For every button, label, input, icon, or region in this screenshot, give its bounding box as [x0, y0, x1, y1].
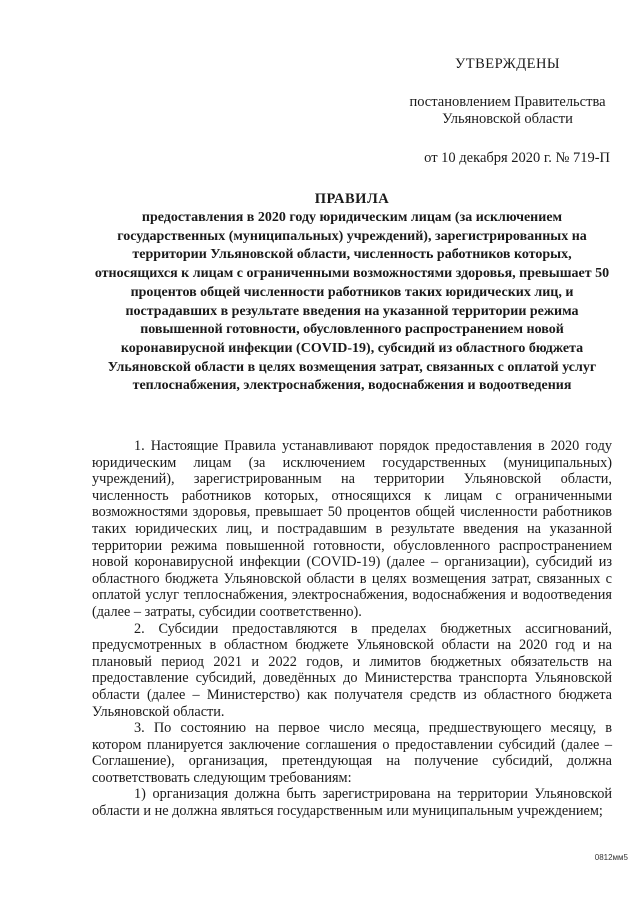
approval-block [400, 56, 615, 167]
document-subtitle: предоставления в 2020 году юридическим лицам (за исключением государственных (муниципальных) учреждений), зарегистрированных на территории Ульяновской области, численность работников которых, относящихся к лицам с ограниченными возможностями здоровья, превышает 50 процентов общей численности работников таких юридических лиц, и пострадавших в результате введения на указанной территории режима повышенной готовности, обусловленного распространением новой коронавирусной инфекции (COVID-19), субсидий из областного бюджета Ульяновской области в целях возмещения затрат, связанных с оплатой услуг теплоснабжения, электроснабжения, водоснабжения и водоотведения [94, 210, 610, 394]
document-title-block [92, 190, 612, 396]
decree-reference [400, 94, 615, 128]
decree-date-number: от 10 декабря 2020 г. № 719-П [424, 150, 610, 166]
document-body [92, 438, 612, 820]
document-code: 0812мм5 [594, 853, 628, 862]
decree-line-2: Ульяновской области [442, 111, 573, 127]
paragraph-3: 3. По состоянию на первое число месяца, предшествующего месяцу, в котором планируется заключение соглашения о предоставлении субсидий (далее – Соглашение), организация, претендующая на получение субсидий, должна соответствовать следующим требованиям: [92, 720, 612, 786]
approval-heading: УТВЕРЖДЕНЫ [455, 56, 561, 72]
paragraph-2: 2. Субсидии предоставляются в пределах бюджетных ассигнований, предусмотренных в областном бюджете Ульяновской области на 2020 год и на плановый период 2021 и 2022 годов, и лимитов бюджетных обязательств на предоставление субсидий, доведённых до Министерства транспорта Ульяновской области (далее – Министерство) как получателя средств из областного бюджета Ульяновской области. [92, 620, 612, 720]
document-title: ПРАВИЛА [314, 191, 390, 207]
paragraph-3-item-1: 1) организация должна быть зарегистрирована на территории Ульяновской области и не должна являться государственным или муниципальным учреждением; [92, 786, 612, 820]
paragraph-1: 1. Настоящие Правила устанавливают порядок предоставления в 2020 году юридическим лицам (за исключением государственных (муниципальных) учреждений), зарегистрированным на территории Ульяновской области, численность работников которых, относящихся к лицам с ограниченными возможностями здоровья, превышает 50 процентов общей численности работников таких юридических лиц, и пострадавшим в результате введения на указанной территории режима повышенной готовности, обусловленного распространением новой коронавирусной инфекции (COVID-19) (далее – организации), субсидий из областного бюджета Ульяновской области в целях возмещения затрат, связанных с оплатой услуг теплоснабжения, электроснабжения, водоснабжения и водоотведения (далее – затраты, субсидии соответственно). [92, 438, 612, 620]
decree-line-1: постановлением Правительства [409, 94, 606, 110]
